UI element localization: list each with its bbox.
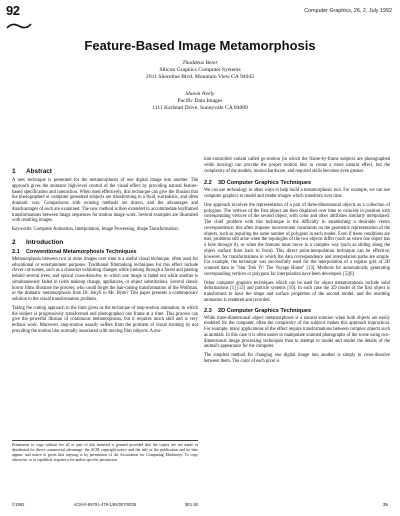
paragraph: The simplest method for changing one digital image into another is simply to cross-dissolve between them. The color of each pixel is	[204, 353, 390, 364]
copyright-line	[12, 502, 198, 507]
author-address: 2011 Shoreline Blvd, Mountain View CA 94043	[146, 74, 254, 81]
page-number: 35	[382, 502, 388, 507]
paragraph: Taking the cutting approach to the limit gives us the technique of stop-motion animation, in which the subject is progressively transformed and photographed one frame at a time. This process can give the powerful illusion of continuous metamorphosis, but it requires much skill and is very tedious work. Moreover, stop-motion usually suffers from the problem of visual strobing by not providing the motion blur normally associated with moving film subjects. A mo-	[12, 305, 198, 334]
introduction-heading: 2 Introduction	[12, 238, 64, 246]
siggraph-mark-icon	[6, 22, 32, 30]
author-block-1	[0, 60, 400, 82]
copyright: ©1992	[12, 502, 25, 507]
author-name: Shawn Neely	[185, 91, 215, 97]
paragraph: One approach involves the representation of a pair of three-dimensional objects as a collection of polygons. The vertices of the first object are then displaced over time to coincide in position with corresponding vertices of the second object, with color and other attributes similarly interpolated. The chief problem with this technique is the difficulty in establishing a desirable vertex correspondence; this often imposes inconvenient constraints on the geometric representation of the objects, such as requiring the same number of polygons in each model. Even if these conditions are met, problems still arise when the topologies of the two objects differ (such as when one object has a hole through it), or when the features must move in a complex way (such as sliding along the object surface from back to front). This direct point-interpolation technique can be effective, however, for transformations in which the data correspondence and interpolation paths are simple. For example, the technique was successfully used for the interpolation of a regular grid of 3D scanned data in "Star Trek IV: The Voyage Home" [13]. Methods for automatically generating corresponding vertices or polygons for interpolation have been developed. [5][6]	[204, 202, 390, 277]
subsection-heading: 2.1 Conventional Metamorphosis Techniques	[12, 248, 137, 255]
running-head: Computer Graphics, 26, 2, July 1992	[304, 8, 392, 14]
paragraph: Other computer graphics techniques which can be used for object metamorphosis include solid deformations [1] [12] and particle systems [10]. In each case the 3D model of the first object is transformed to have the shape and surface properties of the second model, and the resulting animation is rendered and recorded.	[204, 280, 390, 303]
author-affiliation: Pacific Data Images	[177, 98, 223, 105]
paper-title: Feature-Based Image Metamorphosis	[84, 38, 316, 53]
footnote-text: Permission to copy without fee all or part of this material is granted provided that the copies are not made or distributed for direct commercial advantage, the ACM copyright notice and the title of the publication and its date appear, and notice is given that copying is by permission of the Association for Computing Machinery. To copy otherwise, or to republish, requires a fee and/or specific permission.	[12, 443, 198, 462]
subsection-heading: 2.2 3D Computer Graphics Techniques	[204, 180, 312, 187]
right-column	[204, 157, 390, 365]
logo-number: 92	[6, 3, 20, 18]
price: $01.50	[185, 502, 198, 507]
author-block-2	[0, 91, 400, 113]
permission-footnote	[12, 440, 198, 463]
abstract-text: A new technique is presented for the metamorphosis of one digital image into another. The approach gives the animator high-level control of the visual effect by providing natural feature-based specification and interaction. When used effectively, this technique can give the illusion that the photographed or computer generated subjects are transforming in a fluid, surrealistic, and often dramatic way. Comparisons with existing methods are drawn, and the advantages and disadvantages of each are examined. The new method is then extended to accommodate keyframed transformations between image sequences for motion image work. Several examples are illustrated with resulting images.	[12, 178, 198, 224]
author-address: 1111 Karlstad Drive, Sunnyvale CA 94089	[152, 105, 248, 112]
siggraph-logo	[6, 4, 36, 30]
left-column	[12, 168, 198, 335]
author-name: Thaddeus Beier	[182, 60, 218, 66]
author-affiliation: Silicon Graphics Computer Systems	[159, 67, 241, 74]
subsection-heading: 2.3 2D Computer Graphics Techniques	[204, 307, 312, 314]
keywords: Keywords: Computer Animation, Interpolation, Image Processing, Shape Transformation.	[12, 227, 179, 232]
paragraph: We can use technology in other ways to help build a metamorphosis tool. For example, we can use computer graphics to model and render images which transform over time.	[204, 188, 390, 199]
isbn: ACM-0-89791-479-1/92/007/0035	[73, 502, 137, 507]
paragraph: tion-controlled variant called go-motion (in which the frame-by-frame subjects are photographed while moving) can provide the proper motion blur to create a more natural effect, but the complexity of the models, motion hardware, and required skills becomes even greater.	[204, 157, 390, 174]
paragraph: While three-dimensional object metamorphosis is a natural solution when both objects are easily modeled for the computer, often the complexity of the subjects makes this approach impractical. For example, many applications of the effect require transformations between complex objects such as animals. In this case it is often easier to manipulate scanned photographs of the scene using two-dimensional image processing techniques than to attempt to model and render the details of the animal's appearance for the computer.	[204, 315, 390, 350]
paragraph: Metamorphosis between two or more images over time is a useful visual technique, often used for educational or entertainment purposes. Traditional filmmaking techniques for this effect include clever cut-scenes, such as a character exhibiting changes while running through a forest and passing behind several trees, and optical cross-dissolve, in which one image is faded out while another is simultaneously faded in (with makeup change, appliances, or object substitution). Several classic horror films illustrate the process; who could forget the hair-raising transformation of the Wolfman, or the dramatic metamorphosis from Dr. Jekyll to Mr. Hyde? This paper presents a contemporary solution to the visual transformation problem.	[12, 256, 198, 302]
abstract-heading: 1 Abstract	[12, 168, 52, 175]
